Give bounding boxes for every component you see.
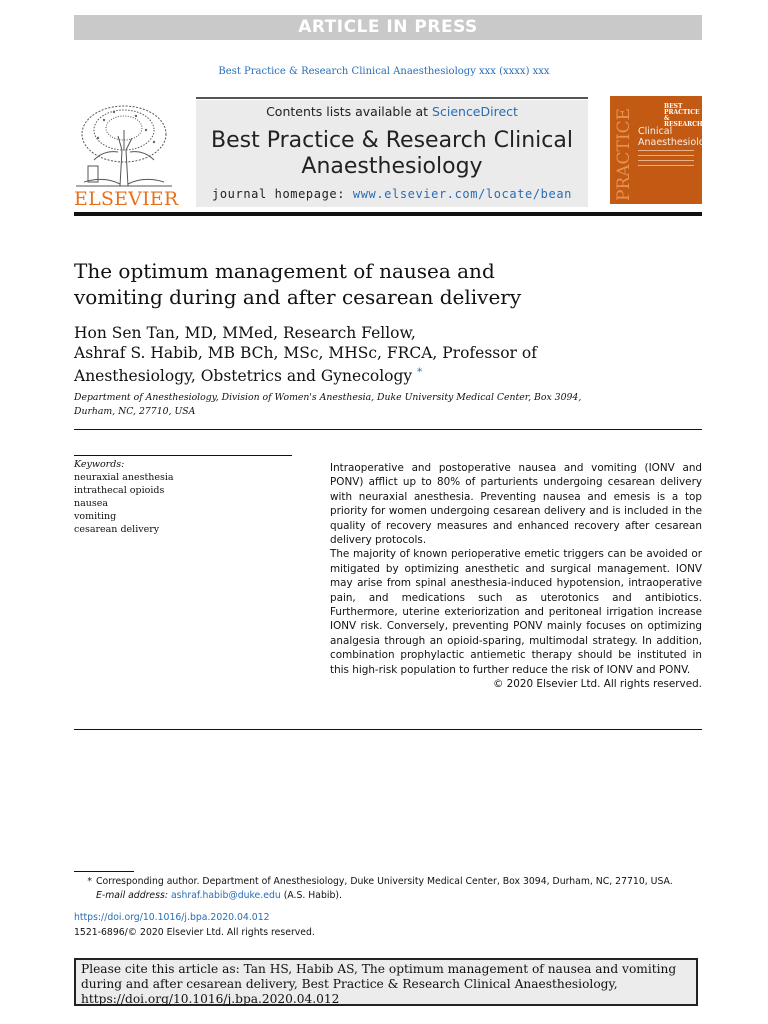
author-line3: Anesthesiology, Obstetrics and Gynecology	[74, 367, 413, 386]
abstract	[330, 461, 702, 692]
section-rule-bottom	[74, 729, 702, 730]
keyword-item: nausea	[74, 498, 109, 509]
journal-title-line1: Best Practice & Research Clinical	[211, 128, 573, 153]
header-top-rule	[196, 97, 588, 99]
cover-best-line: & RESEARCH	[664, 115, 703, 128]
keyword-item: vomiting	[74, 511, 117, 522]
email-label: E-mail address:	[96, 889, 168, 901]
author-email-link[interactable]: ashraf.habib@duke.edu	[170, 889, 281, 901]
keywords-block	[74, 458, 292, 536]
journal-homepage-link[interactable]: www.elsevier.com/locate/bean	[352, 187, 572, 201]
keywords-rule	[74, 455, 292, 456]
cover-best-practice-mark	[664, 103, 703, 128]
footnote-text: Corresponding author. Department of Anesthesiology, Duke University Medical Center, Box 3094, Durham, NC, 27710, USA.	[96, 876, 673, 887]
contents-line	[196, 104, 588, 119]
article-title-line2: vomiting during and after cesarean delivery	[74, 285, 522, 309]
cover-subtitle-line1: Clinical	[638, 126, 673, 137]
affiliation-line1: Department of Anesthesiology, Division of Women's Anesthesia, Duke University Medical Center, Box 3094,	[74, 392, 582, 403]
journal-reference-link[interactable]: Best Practice & Research Clinical Anaesthesiology xxx (xxxx) xxx	[218, 66, 550, 77]
doi-link[interactable]: https://doi.org/10.1016/j.bpa.2020.04.012	[74, 912, 270, 923]
elsevier-wordmark: ELSEVIER	[74, 188, 179, 210]
abstract-paragraph-2: The majority of known perioperative emetic triggers can be avoided or mitigated by optimizing anesthetic and surgical management. IONV may arise from spinal anesthesia-induced hypotension, intraoperative pain, and medications such as uterotonics and antibiotics. Furthermore, uterine exteriorization and peritoneal irrigation increase IONV risk. Conversely, preventing PONV mainly focuses on optimizing analgesia through an opioid-sparing, multimodal strategy. In addition, combination prophylactic antiemetic therapy should be instituted in this high-risk population to further reduce the risk of IONV and PONV.	[330, 548, 702, 676]
journal-title	[196, 128, 588, 180]
sciencedirect-link[interactable]: ScienceDirect	[432, 104, 518, 119]
article-title-line1: The optimum management of nausea and	[74, 259, 495, 283]
contents-prefix: Contents lists available at	[266, 104, 433, 119]
journal-title-line2: Anaesthesiology	[301, 154, 483, 179]
footnote-mark: *	[87, 876, 92, 887]
cover-best-line: BEST	[664, 103, 683, 110]
affiliation-line2: Durham, NC, 27710, USA	[74, 406, 196, 417]
elsevier-logo[interactable]	[74, 100, 179, 210]
author-line2: Ashraf S. Habib, MB BCh, MSc, MHSc, FRCA, Professor of	[74, 343, 537, 362]
abstract-copyright: © 2020 Elsevier Ltd. All rights reserved.	[492, 678, 702, 691]
author-line3-wrap	[74, 363, 694, 387]
footnote-line1	[74, 875, 714, 889]
journal-homepage-line	[196, 187, 588, 201]
corresponding-author-mark[interactable]: *	[417, 367, 423, 378]
keywords-heading: Keywords:	[74, 459, 125, 470]
cover-decorative-lines	[638, 150, 694, 170]
header-thick-rule	[74, 212, 702, 216]
elsevier-tree-icon	[74, 100, 174, 188]
cover-best-line: PRACTICE	[664, 109, 700, 116]
author-list	[74, 324, 694, 387]
affiliation	[74, 391, 634, 419]
article-title	[74, 258, 674, 310]
cover-subtitle-line2: Anaesthesiology	[638, 137, 717, 148]
homepage-prefix: journal homepage:	[212, 187, 353, 201]
email-suffix: (A.S. Habib).	[280, 889, 342, 901]
cover-vertical-text: PRACTICE	[614, 108, 634, 201]
author-line1: Hon Sen Tan, MD, MMed, Research Fellow,	[74, 324, 416, 342]
abstract-paragraph-1: Intraoperative and postoperative nausea and vomiting (IONV and PONV) afflict up to 80% of parturients undergoing cesarean delivery with neuraxial anesthesia. Preventing nausea and emesis is a top priority for women undergoing cesarean delivery and is included in the quality of recovery measures and enhanced recovery after cesarean delivery protocols.	[330, 462, 702, 547]
citation-box: Please cite this article as: Tan HS, Habib AS, The optimum management of nausea and vomiting during and after cesarean delivery, Best Practice & Research Clinical Anaesthesiology, https://doi.org/10.1016/j.bpa.2020.04.012	[74, 958, 698, 1006]
footnote-rule	[74, 871, 134, 872]
footnote-line2	[74, 889, 714, 903]
issn-copyright: 1521-6896/© 2020 Elsevier Ltd. All rights reserved.	[74, 927, 315, 938]
journal-cover-thumbnail[interactable]	[610, 96, 717, 204]
corresponding-author-footnote	[74, 875, 714, 902]
section-rule-top	[74, 429, 702, 430]
cover-journal-subtitle	[638, 126, 716, 148]
article-in-press-banner: ARTICLE IN PRESS	[74, 15, 702, 40]
keyword-item: neuraxial anesthesia	[74, 472, 174, 483]
keyword-item: intrathecal opioids	[74, 485, 165, 496]
keyword-item: cesarean delivery	[74, 524, 160, 535]
